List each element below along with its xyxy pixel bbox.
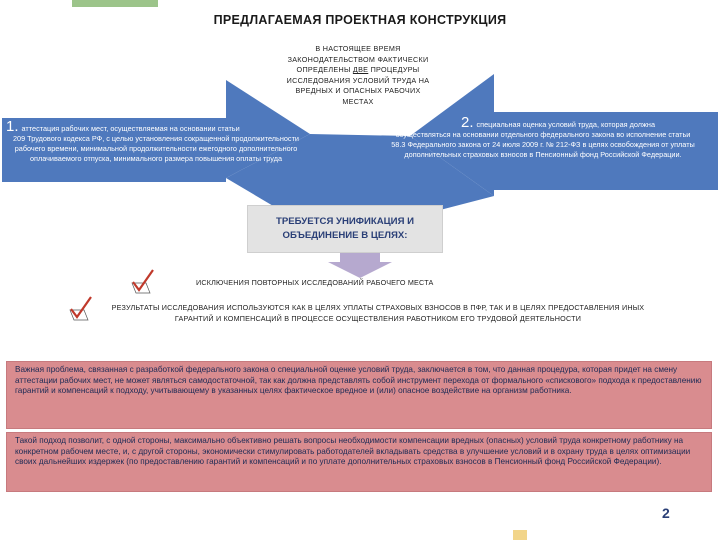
right-first-line: специальная оценка условий труда, которая должна: [476, 120, 656, 129]
unification-box: [247, 205, 443, 253]
page-title: ПРЕДЛАГАЕМАЯ ПРОЕКТНАЯ КОНСТРУКЦИЯ: [213, 13, 507, 27]
paragraph-box: Такой подход позволит, с одной стороны, максимально объективно решать вопросы необходимости компенсации вредных (опасных) условий труда конкретному работнику на конкретном рабочем месте, и, с другой стороны, экономически стимулировать работодателей вкладывать средства в улучшение условий и в охрану труда в целях оптимизации своих дальнейших издержек (по предоставлению гарантий и компенсаций и по уплате дополнительных страховых взносов в Пенсионный фонд Российской Федерации).: [6, 432, 712, 492]
unification-line: ТРЕБУЕТСЯ УНИФИКАЦИЯ И: [275, 216, 415, 227]
corner-accent: [513, 530, 527, 540]
checklist-item: ИСКЛЮЧЕНИЯ ПОВТОРНЫХ ИССЛЕДОВАНИЙ РАБОЧЕГО МЕСТА: [196, 278, 434, 287]
left-first-line: аттестация рабочих мест, осуществляемая на основании статьи: [21, 124, 240, 133]
left-rest-text: 209 Трудового кодекса РФ, с целью установления сокращенной продолжительности рабочего времени, минимальной продолжительности ежегодного дополнительного оплачиваемого отпуска, минимального размера повышения оплаты труда: [12, 134, 299, 163]
down-arrow-small: [328, 252, 392, 278]
center-note-line: ВРЕДНЫХ И ОПАСНЫХ РАБОЧИХ: [295, 86, 421, 95]
check-icon-1: [132, 270, 153, 293]
paragraph-box: Важная проблема, связанная с разработкой федерального закона о специальной оценке условий труда, заключается в том, что данная процедура, которая придет на смену аттестации рабочих мест, не может являться самодостаточной, так как должна представлять собой инструмент перехода от формального «спискового» подхода к предоставлению гарантий и компенсаций к подходу, учитывающему в указанных целях фактическое вредное и (или) опасное воздействие на организм работника.: [6, 361, 712, 429]
center-note-line: ИССЛЕДОВАНИЯ УСЛОВИЙ ТРУДА НА: [286, 75, 430, 85]
check-icon-2: [70, 297, 91, 320]
checklist-item: РЕЗУЛЬТАТЫ ИССЛЕДОВАНИЯ ИСПОЛЬЗУЮТСЯ КАК В ЦЕЛЯХ УПЛАТЫ СТРАХОВЫХ ВЗНОСОВ В ПФР, ТАК И В ЦЕЛЯХ ПРЕДОСТАВЛЕНИЯ ИНЫХ ГАРАНТИЙ И КОМПЕНСАЦИЙ В ПРОЦЕССЕ ОСУЩЕСТВЛЕНИЯ РАБОТНИКОМ ЕГО ТРУДОВОЙ ДЕЯТЕЛЬНОСТИ: [111, 303, 645, 323]
page-number: 2: [662, 505, 670, 521]
right-procedure-text: [388, 114, 698, 160]
item-number: 2.: [460, 114, 474, 131]
center-note-line: ЗАКОНОДАТЕЛЬСТВОМ ФАКТИЧЕСКИ: [287, 54, 429, 64]
left-procedure-text: [6, 118, 306, 164]
center-note-line: В НАСТОЯЩЕЕ ВРЕМЯ: [315, 44, 401, 53]
right-rest-text: осуществляться на основании отдельного федерального закона во исполнение статьи 58.3 Федерального закона от 24 июля 2009 г. № 212-ФЗ в целях освобождения от уплаты дополнительных страховых взносов в Пенсионный фонд Российской Федерации.: [391, 130, 695, 159]
center-note-line: МЕСТАХ: [342, 96, 374, 106]
item-number: 1.: [6, 118, 19, 135]
unification-line: ОБЪЕДИНЕНИЕ В ЦЕЛЯХ:: [282, 230, 408, 241]
center-note-line: ОПРЕДЕЛЕНЫ ДВЕ ПРОЦЕДУРЫ: [296, 65, 420, 74]
center-note: [258, 44, 458, 107]
